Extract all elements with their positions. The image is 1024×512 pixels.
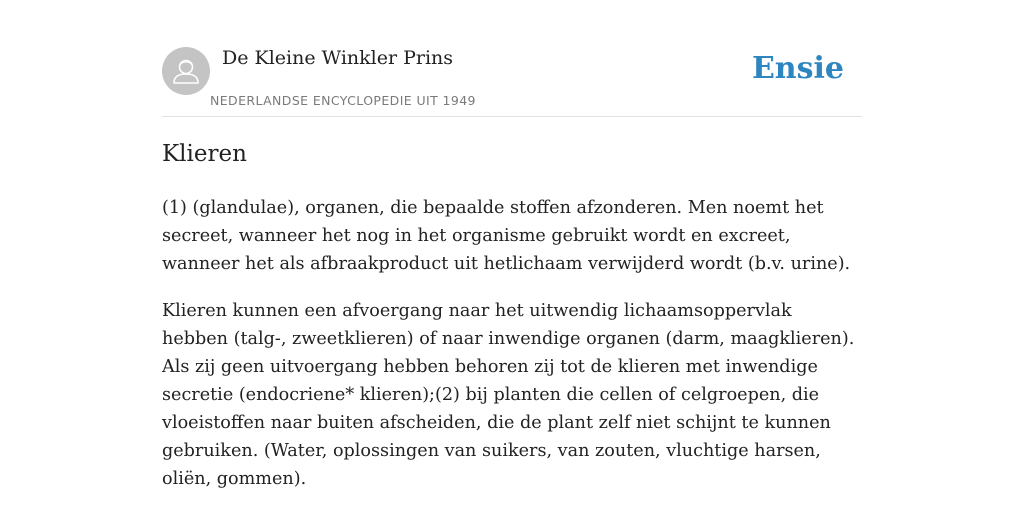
article bbox=[162, 138, 862, 493]
brand-logo[interactable]: Ensie bbox=[751, 51, 844, 86]
source-title[interactable]: De Kleine Winkler Prins bbox=[222, 47, 454, 69]
article-paragraph: (1) (glandulae), organen, die bepaalde stoffen afzonderen. Men noemt het secreet, wanneer het nog in het organisme gebruikt wordt en excreet, wanneer het als afbraakproduct uit hetlichaam verwijderd wordt (b.v. urine). bbox=[162, 198, 851, 274]
author-avatar[interactable] bbox=[162, 47, 210, 95]
article-paragraph: Klieren kunnen een afvoergang naar het uitwendig lichaamsoppervlak hebben (talg-, zweetklieren) of naar inwendige organen (darm, maagklieren). Als zij geen uitvoergang hebben behoren zij tot de klieren met inwendige secretie (endocriene* klieren);(2) bij planten die cellen of celgroepen, die vloeistoffen naar buiten afscheiden, die de plant zelf niet schijnt te kunnen gebruiken. (Water, oplossingen van suikers, van zouten, vluchtige harsen, oliën, gommen). bbox=[162, 301, 855, 489]
user-silhouette-icon bbox=[162, 47, 210, 95]
source-subtitle: NEDERLANDSE ENCYCLOPEDIE UIT 1949 bbox=[210, 93, 476, 108]
header bbox=[162, 0, 862, 117]
article-title: Klieren bbox=[162, 141, 247, 167]
